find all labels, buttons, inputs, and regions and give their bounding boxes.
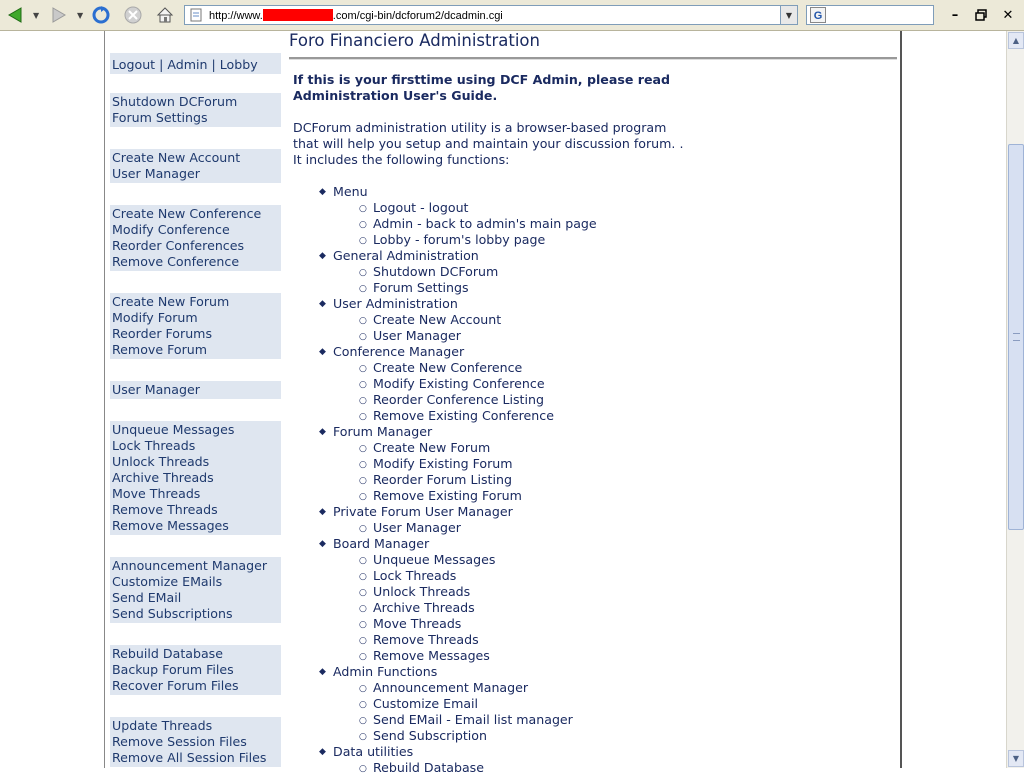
function-general-administration: ◆ General Administration <box>319 248 479 263</box>
address-url: http://www. .com/cgi-bin/dcforum2/dcadmin.cgi <box>209 10 503 22</box>
function-subitem: ○ Lobby - forum's lobby page <box>359 232 546 247</box>
bullet-icon: ◆ <box>319 747 326 757</box>
function-subitem: ○ Remove Threads <box>359 632 479 647</box>
bullet-icon: ◆ <box>319 187 326 197</box>
grip-icon <box>1013 333 1020 341</box>
close-icon[interactable]: ✕ <box>1002 7 1014 23</box>
function-subitem: ○ Create New Account <box>359 312 502 327</box>
notice-text: If this is your firsttime using DCF Admin, please read <box>293 72 671 87</box>
modify-conference-link[interactable]: Modify Conference <box>112 222 230 237</box>
function-subitem: ○ Shutdown DCForum <box>359 264 499 279</box>
unlock-threads-link[interactable]: Unlock Threads <box>112 454 210 469</box>
restore-icon[interactable] <box>972 6 990 24</box>
function-subitem: ○ Modify Existing Forum <box>359 456 513 471</box>
rebuild-database-link[interactable]: Rebuild Database <box>112 646 223 661</box>
function-subitem: ○ Create New Forum <box>359 440 491 455</box>
function-subitem: ○ Send EMail - Email list manager <box>359 712 573 727</box>
bullet-icon: ◆ <box>319 347 326 357</box>
announcement-manager-link[interactable]: Announcement Manager <box>112 558 268 573</box>
circle-bullet-icon: ○ <box>359 476 367 486</box>
function-subitem: ○ Unqueue Messages <box>359 552 496 567</box>
back-dropdown-icon[interactable]: ▼ <box>33 11 40 20</box>
circle-bullet-icon: ○ <box>359 236 367 246</box>
bullet-icon: ◆ <box>319 507 326 517</box>
frame-border-right <box>900 31 902 768</box>
circle-bullet-icon: ○ <box>359 652 367 662</box>
function-subitem: ○ Forum Settings <box>359 280 469 295</box>
remove-all-session-files-link[interactable]: Remove All Session Files <box>112 750 267 765</box>
sidebar-group-nav <box>110 53 281 74</box>
sidebar-group-data <box>110 645 281 695</box>
reorder-forums-link[interactable]: Reorder Forums <box>112 326 213 341</box>
forum-settings-link[interactable]: Forum Settings <box>112 110 208 125</box>
home-icon[interactable] <box>154 4 176 26</box>
modify-forum-link[interactable]: Modify Forum <box>112 310 198 325</box>
function-subitem: ○ Create New Conference <box>359 360 523 375</box>
user-manager-link[interactable]: User Manager <box>112 166 200 181</box>
scroll-down-icon[interactable]: ▼ <box>1008 750 1024 767</box>
function-subitem: ○ Lock Threads <box>359 568 457 583</box>
move-threads-link[interactable]: Move Threads <box>112 486 201 501</box>
remove-messages-link[interactable]: Remove Messages <box>112 518 229 533</box>
browser-toolbar <box>0 0 1024 31</box>
circle-bullet-icon: ○ <box>359 524 367 534</box>
lock-threads-link[interactable]: Lock Threads <box>112 438 196 453</box>
function-user-administration: ◆ User Administration <box>319 296 458 311</box>
create-new-conference-link[interactable]: Create New Conference <box>112 206 262 221</box>
admin-link[interactable]: Admin <box>167 57 208 72</box>
function-board-manager: ◆ Board Manager <box>319 536 430 551</box>
sidebar-group-admin <box>110 557 281 623</box>
forward-dropdown-icon[interactable]: ▼ <box>77 11 84 20</box>
function-subitem: ○ Unlock Threads <box>359 584 471 599</box>
circle-bullet-icon: ○ <box>359 444 367 454</box>
sidebar-group-private <box>110 381 281 399</box>
function-subitem: ○ Modify Existing Conference <box>359 376 545 391</box>
sidebar-group-user <box>110 149 281 183</box>
logout-link[interactable]: Logout <box>112 57 156 72</box>
circle-bullet-icon: ○ <box>359 220 367 230</box>
frame-border-left <box>104 31 105 768</box>
function-conference-manager: ◆ Conference Manager <box>319 344 465 359</box>
circle-bullet-icon: ○ <box>359 412 367 422</box>
bullet-icon: ◆ <box>319 299 326 309</box>
function-subitem: ○ Admin - back to admin's main page <box>359 216 597 231</box>
function-subitem: ○ Send Subscription <box>359 728 487 743</box>
circle-bullet-icon: ○ <box>359 204 367 214</box>
search-box[interactable] <box>806 5 934 25</box>
circle-bullet-icon: ○ <box>359 284 367 294</box>
function-subitem: ○ Remove Messages <box>359 648 490 663</box>
circle-bullet-icon: ○ <box>359 460 367 470</box>
circle-bullet-icon: ○ <box>359 572 367 582</box>
circle-bullet-icon: ○ <box>359 620 367 630</box>
function-subitem: ○ Reorder Conference Listing <box>359 392 544 407</box>
function-data-utilities: ◆ Data utilities <box>319 744 414 759</box>
function-forum-manager: ◆ Forum Manager <box>319 424 433 439</box>
bullet-icon: ◆ <box>319 427 326 437</box>
function-subitem: ○ Rebuild Database <box>359 760 484 775</box>
remove-conference-link[interactable]: Remove Conference <box>112 254 240 269</box>
customize-emails-link[interactable]: Customize EMails <box>112 574 223 589</box>
circle-bullet-icon: ○ <box>359 716 367 726</box>
circle-bullet-icon: ○ <box>359 396 367 406</box>
function-subitem: ○ Move Threads <box>359 616 462 631</box>
address-bar[interactable] <box>184 5 798 25</box>
remove-session-files-link[interactable]: Remove Session Files <box>112 734 247 749</box>
remove-forum-link[interactable]: Remove Forum <box>112 342 208 357</box>
unqueue-messages-link[interactable]: Unqueue Messages <box>112 422 235 437</box>
reorder-conferences-link[interactable]: Reorder Conferences <box>112 238 245 253</box>
circle-bullet-icon: ○ <box>359 380 367 390</box>
circle-bullet-icon: ○ <box>359 268 367 278</box>
function-menu: ◆ Menu <box>319 184 368 199</box>
function-subitem: ○ Customize Email <box>359 696 479 711</box>
function-subitem: ○ Reorder Forum Listing <box>359 472 512 487</box>
circle-bullet-icon: ○ <box>359 588 367 598</box>
page-icon <box>189 8 203 22</box>
bullet-icon: ◆ <box>319 667 326 677</box>
circle-bullet-icon: ○ <box>359 556 367 566</box>
recover-forum-files-link[interactable]: Recover Forum Files <box>112 678 239 693</box>
create-new-forum-link[interactable]: Create New Forum <box>112 294 230 309</box>
circle-bullet-icon: ○ <box>359 636 367 646</box>
circle-bullet-icon: ○ <box>359 764 367 774</box>
private-user-manager-link[interactable]: User Manager <box>112 382 200 397</box>
intro-paragraph: DCForum administration utility is a browser-based program that will help you setup and maintain your discussion forum. . It includes the following functions: <box>293 120 684 167</box>
archive-threads-link[interactable]: Archive Threads <box>112 470 214 485</box>
scroll-thumb[interactable] <box>1008 144 1024 530</box>
bullet-icon: ◆ <box>319 539 326 549</box>
function-subitem: ○ User Manager <box>359 328 461 343</box>
function-private-forum-user-manager: ◆ Private Forum User Manager <box>319 504 513 519</box>
sidebar-group-general <box>110 93 281 127</box>
redaction-bar <box>263 9 333 21</box>
address-dropdown-icon[interactable]: ▼ <box>780 6 797 24</box>
circle-bullet-icon: ○ <box>359 364 367 374</box>
function-subitem: ○ Remove Existing Forum <box>359 488 522 503</box>
circle-bullet-icon: ○ <box>359 332 367 342</box>
function-subitem: ○ Remove Existing Conference <box>359 408 554 423</box>
stop-icon[interactable] <box>122 4 144 26</box>
function-subitem: ○ User Manager <box>359 520 461 535</box>
admin-guide-link[interactable]: Administration User's Guide <box>293 88 493 103</box>
backup-forum-files-link[interactable]: Backup Forum Files <box>112 662 234 677</box>
vertical-scrollbar[interactable] <box>1006 31 1024 768</box>
scroll-up-icon[interactable]: ▲ <box>1008 32 1024 49</box>
circle-bullet-icon: ○ <box>359 700 367 710</box>
function-subitem: ○ Logout - logout <box>359 200 469 215</box>
sidebar-group-board <box>110 421 281 535</box>
shutdown-dcforum-link[interactable]: Shutdown DCForum <box>112 94 238 109</box>
title-divider <box>289 57 897 60</box>
lobby-link[interactable]: Lobby <box>219 57 258 72</box>
update-threads-link[interactable]: Update Threads <box>112 718 213 733</box>
page-viewport <box>0 31 1006 775</box>
function-admin-functions: ◆ Admin Functions <box>319 664 438 679</box>
sidebar-group-forum <box>110 293 281 359</box>
circle-bullet-icon: ○ <box>359 732 367 742</box>
notice-period: . <box>492 88 498 103</box>
function-subitem: ○ Announcement Manager <box>359 680 529 695</box>
function-subitem: ○ Archive Threads <box>359 600 475 615</box>
separator: | <box>211 57 216 72</box>
separator: | <box>159 57 164 72</box>
circle-bullet-icon: ○ <box>359 316 367 326</box>
refresh-icon[interactable] <box>90 4 112 26</box>
circle-bullet-icon: ○ <box>359 684 367 694</box>
google-search-icon[interactable]: G <box>810 7 826 23</box>
sidebar-group-conference <box>110 205 281 271</box>
bullet-icon: ◆ <box>319 251 326 261</box>
page-title: Foro Financiero Administration <box>289 31 540 50</box>
send-email-link[interactable]: Send EMail <box>112 590 182 605</box>
circle-bullet-icon: ○ <box>359 492 367 502</box>
create-new-account-link[interactable]: Create New Account <box>112 150 241 165</box>
forward-icon[interactable] <box>48 4 70 26</box>
remove-threads-link[interactable]: Remove Threads <box>112 502 218 517</box>
minimize-icon[interactable]: – <box>951 7 959 23</box>
first-time-notice <box>293 72 670 104</box>
back-icon[interactable] <box>4 4 26 26</box>
circle-bullet-icon: ○ <box>359 604 367 614</box>
sidebar-group-session <box>110 717 281 767</box>
send-subscriptions-link[interactable]: Send Subscriptions <box>112 606 233 621</box>
